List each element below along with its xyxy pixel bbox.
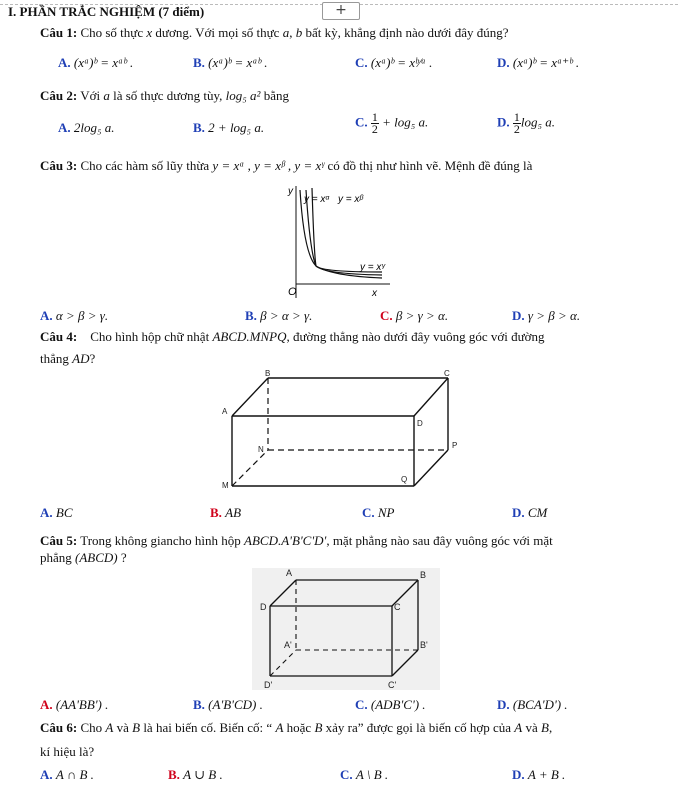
svg-text:B: B [265, 369, 271, 378]
q5-option-a[interactable]: A. (AA'BB') . [40, 697, 109, 712]
q1-option-d[interactable]: D. (xᵃ)ᵇ = xᵃ⁺ᵇ . [497, 55, 580, 70]
svg-text:D': D' [264, 680, 273, 690]
origin-label: O [288, 286, 297, 298]
q2-option-c[interactable]: C. $\frac{1}{2}$ + log₅ a. [355, 110, 429, 136]
question-3-stem: Câu 3: Cho các hàm số lũy thừa y = xᵅ , y = xᵝ , y = xᵞ có đồ thị như hình vẽ. Mệnh đề đúng là [40, 158, 533, 173]
svg-text:A: A [286, 568, 293, 578]
q3-option-a[interactable]: A. α > β > γ. [40, 308, 109, 323]
label-gamma: y = xᵞ [360, 262, 386, 273]
svg-text:Q: Q [401, 475, 408, 484]
question-5-stem: Câu 5: Trong không giancho hình hộp ABCD.A'B'C'D', mặt phẳng nào sau đây vuông góc với mặt [40, 533, 553, 548]
svg-text:M: M [222, 481, 229, 490]
svg-text:D: D [260, 602, 267, 612]
q1-option-a[interactable]: A. (xᵃ)ᵇ = xᵃᵇ . [58, 55, 134, 70]
x-axis-label: x [372, 288, 377, 299]
q5-option-b[interactable]: B. (A'B'CD) . [193, 697, 263, 712]
q1-label: Câu 1: [40, 25, 78, 40]
q6-option-a[interactable]: A. A ∩ B . [40, 767, 94, 782]
q3-option-c[interactable]: C. β > γ > α. [380, 308, 449, 323]
q6-option-c[interactable]: C. A \ B . [340, 767, 389, 782]
q5-box-figure [252, 568, 440, 690]
question-1-stem: Câu 1: Cho số thực x dương. Với mọi số thực a, b bất kỳ, khẳng định nào dưới đây đúng? [40, 25, 509, 40]
q4-option-d[interactable]: D. CM [512, 505, 548, 520]
q6-option-d[interactable]: D. A + B . [512, 767, 566, 782]
q4-box-figure [218, 368, 468, 494]
add-button[interactable]: + [322, 2, 360, 20]
svg-text:A: A [222, 407, 228, 416]
svg-text:C: C [444, 369, 450, 378]
q4-option-c[interactable]: C. NP [362, 505, 395, 520]
question-6-stem-line2: kí hiệu là? [40, 744, 95, 759]
q6-option-b[interactable]: B. A ∪ B . [168, 767, 223, 782]
question-2-stem: Câu 2: Với a là số thực dương tùy, log₅ a² bằng [40, 88, 289, 103]
svg-text:D: D [417, 419, 423, 428]
q4-option-b[interactable]: B. AB [210, 505, 242, 520]
q5-option-d[interactable]: D. (BCA'D') . [497, 697, 568, 712]
question-4-stem-line2: thẳng AD? [40, 351, 96, 366]
section-title: I. PHẦN TRẮC NGHIỆM (7 điểm) [8, 4, 205, 19]
q4-option-a[interactable]: A. BC [40, 505, 73, 520]
y-axis-label: y [288, 186, 293, 197]
svg-text:C: C [394, 602, 401, 612]
svg-text:P: P [452, 441, 458, 450]
q5-option-c[interactable]: C. (ADB'C') . [355, 697, 426, 712]
q3-power-function-graph [282, 182, 392, 300]
q1-option-c[interactable]: C. (xᵃ)ᵇ = xᵇ⁄ᵃ . [355, 55, 433, 70]
q3-option-d[interactable]: D. γ > β > α. [512, 308, 581, 323]
q2-option-b[interactable]: B. 2 + log₅ a. [193, 120, 265, 135]
q1-option-b[interactable]: B. (xᵃ)ᵇ = xᵃᵇ . [193, 55, 268, 70]
q2-option-d[interactable]: D. $\frac{1}{2}$ log₅ a. [497, 110, 556, 136]
q3-option-b[interactable]: B. β > α > γ. [245, 308, 313, 323]
label-alpha: y = xᵅ [304, 194, 329, 205]
svg-text:A': A' [284, 640, 292, 650]
question-5-stem-line2: phẳng (ABCD) ? [40, 550, 127, 565]
svg-text:N: N [258, 445, 264, 454]
q2-option-a[interactable]: A. 2log₅ a. [58, 120, 115, 135]
question-6-stem: Câu 6: Cho A và B là hai biến cố. Biến cố: “ A hoặc B xảy ra” được gọi là biến cố hợp của A và B, [40, 720, 553, 735]
label-beta: y = xᵝ [338, 194, 364, 205]
question-4-stem: Câu 4: Cho hình hộp chữ nhật ABCD.MNPQ, đường thẳng nào dưới đây vuông góc với đường [40, 329, 545, 344]
svg-text:B: B [420, 570, 427, 580]
svg-text:C': C' [388, 680, 397, 690]
svg-text:B': B' [420, 640, 428, 650]
